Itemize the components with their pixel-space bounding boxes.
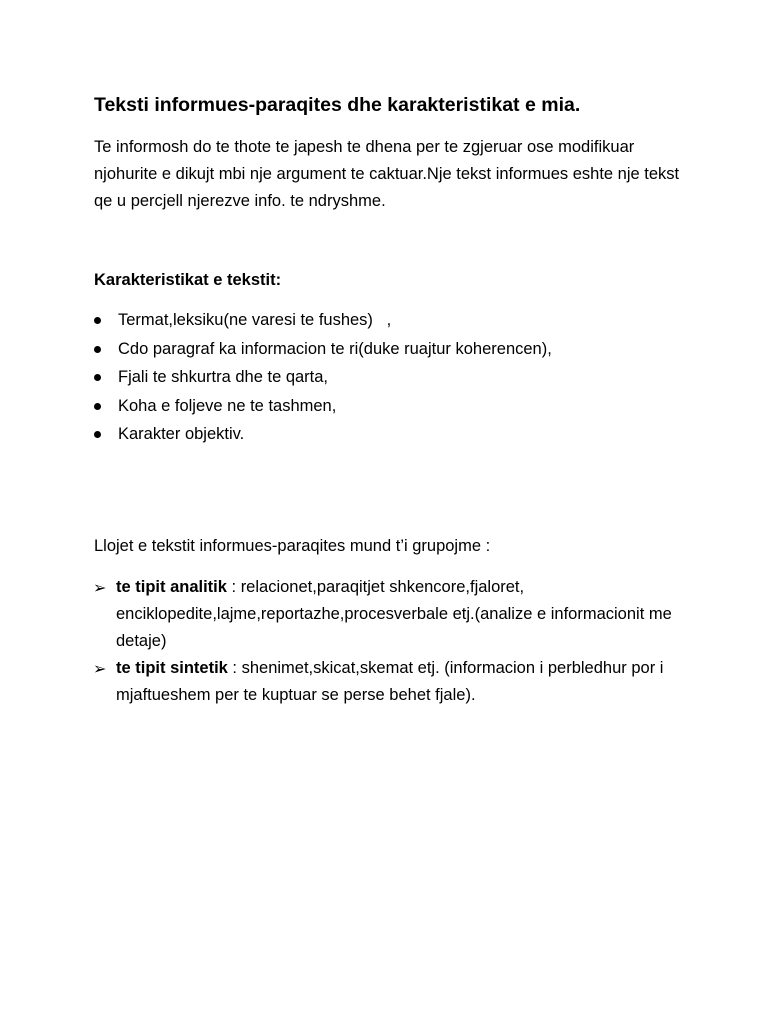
type-item bbox=[94, 574, 690, 655]
list-item bbox=[94, 335, 708, 364]
list-item bbox=[94, 363, 708, 392]
type-description: : shenimet,skicat,skemat etj. (informacion i perbledhur por i mjaftueshem per te kuptuar se perse behet fjale). bbox=[116, 658, 664, 704]
arrow-bullet-icon: ➢ bbox=[93, 658, 107, 678]
list-item bbox=[94, 306, 708, 335]
list-item-text: Termat,leksiku(ne varesi te fushes) , bbox=[118, 311, 392, 329]
list-item bbox=[94, 392, 708, 421]
characteristics-list bbox=[94, 306, 708, 449]
bullet-icon bbox=[94, 346, 101, 353]
bullet-icon bbox=[94, 374, 101, 381]
list-item-text: Koha e foljeve ne te tashmen, bbox=[118, 396, 337, 415]
list-item-text: Fjali te shkurtra dhe te qarta, bbox=[118, 368, 329, 386]
type-item bbox=[94, 655, 690, 709]
characteristics-heading: Karakteristikat e tekstit: bbox=[94, 271, 282, 289]
bullet-icon bbox=[94, 431, 101, 438]
bullet-icon bbox=[94, 403, 101, 410]
arrow-bullet-icon: ➢ bbox=[93, 577, 107, 597]
list-item bbox=[94, 420, 708, 449]
list-item-text: Cdo paragraf ka informacion te ri(duke ruajtur koherencen), bbox=[118, 339, 552, 358]
types-intro: Llojet e tekstit informues-paraqites mund t’i grupojme : bbox=[94, 536, 491, 555]
type-term: te tipit analitik bbox=[116, 577, 227, 596]
intro-paragraph: Te informosh do te thote te japesh te dhena per te zgjeruar ose modifikuar njohurite e dikujt mbi nje argument te caktuar.Nje tekst informues eshte nje tekst qe u percjell njerezve info. te ndryshme. bbox=[94, 138, 680, 210]
document-title: Teksti informues-paraqites dhe karakteristikat e mia. bbox=[94, 94, 581, 116]
list-item-text: Karakter objektiv. bbox=[118, 425, 245, 443]
type-description: : relacionet,paraqitjet shkencore,fjaloret, enciklopedite,lajme,reportazhe,procesverbale etj.(analize e informacionit me detaje) bbox=[116, 577, 672, 650]
types-list bbox=[94, 574, 708, 709]
type-term: te tipit sintetik bbox=[116, 658, 228, 677]
bullet-icon bbox=[94, 317, 101, 324]
